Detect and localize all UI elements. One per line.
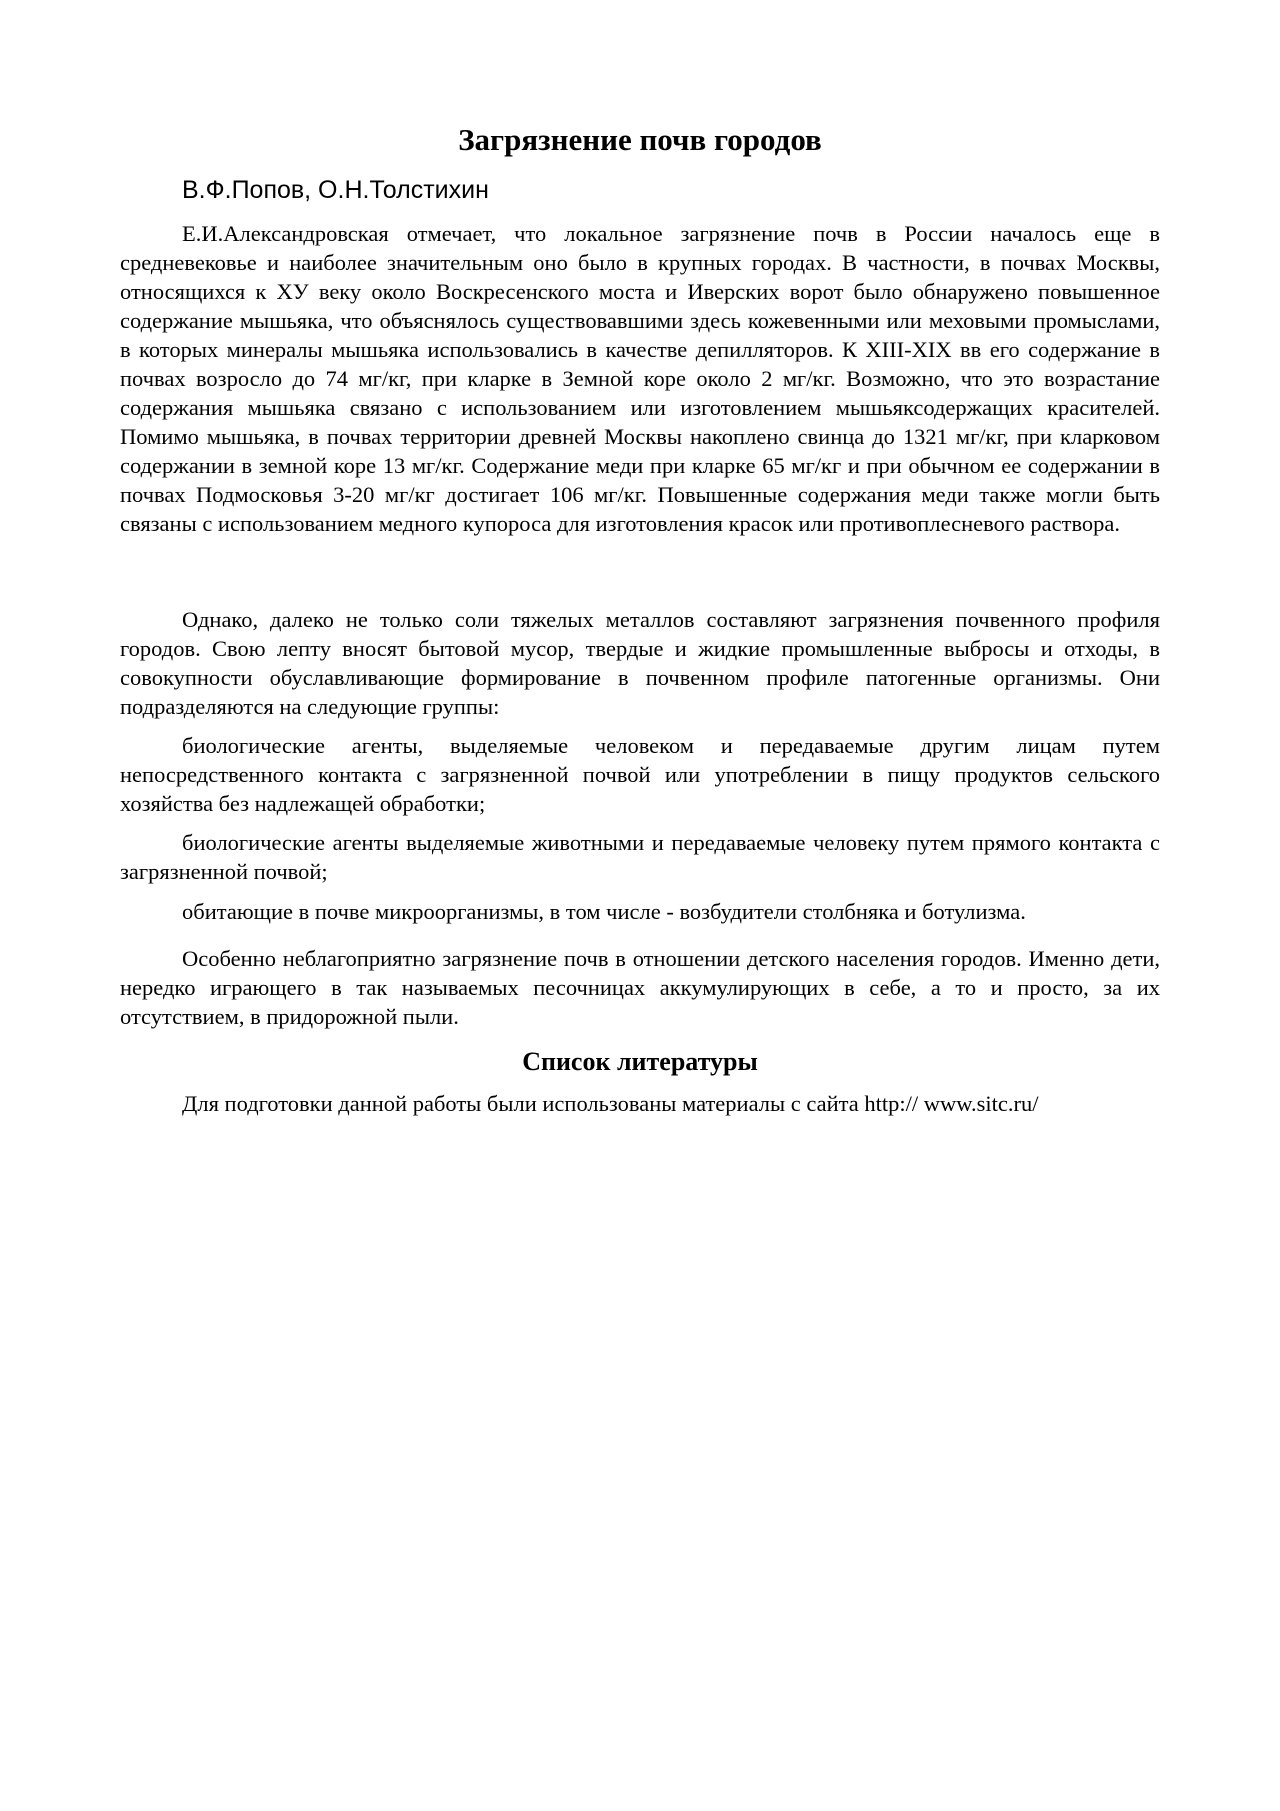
references-text: Для подготовки данной работы были использованы материалы с сайта http:// www.sitc.ru/ xyxy=(182,1091,1039,1116)
references-heading: Список литературы xyxy=(522,1047,758,1076)
document-authors: В.Ф.Попов, О.Н.Толстихин xyxy=(182,176,489,204)
list-item-soil-microorganisms: обитающие в почве микроорганизмы, в том числе - возбудители столбняка и ботулизма. xyxy=(182,899,1026,924)
paragraph-arsenic-history: Е.И.Александровская отмечает, что локальное загрязнение почв в России началось еще в средневековье и наиболее значительным оно было в крупных городах. В частности, в почвах Москвы, относящихся к ХУ веку около Воскресенского моста и Иверских ворот было обнаружено повышенное содержание мышьяка, что объяснялось существовавшими здесь кожевенными или меховыми промыслами, в которых минералы мышьяка использовались в качестве депилляторов. К XIII-XIX вв его содержание в почвах возросло до 74 мг/кг, при кларке в Земной коре около 2 мг/кг. Возможно, что это возрастание содержания мышьяка связано с использованием или изготовлением мышьяксодержащих красителей. Помимо мышьяка, в почвах территории древней Москвы накоплено свинца до 1321 мг/кг, при кларковом содержании в земной коре 13 мг/кг. Содержание меди при кларке 65 мг/кг и при обычном ее содержании в почвах Подмосковья 3-20 мг/кг достигает 106 мг/кг. Повышенные содержания меди также могли быть связаны с использованием медного купороса для изготовления красок или противоплесневого раствора. xyxy=(120,221,1160,536)
document-title: Загрязнение почв городов xyxy=(458,122,822,157)
paragraph-children-exposure: Особенно неблагоприятно загрязнение почв в отношении детского населения городов. Именно дети, нередко играющего в так называемых песочницах аккумулирующих в себе, а то и просто, за их отсутствием, в придорожной пыли. xyxy=(120,946,1160,1029)
list-item-human-agents: биологические агенты, выделяемые человеком и передаваемые другим лицам путем непосредственного контакта с загрязненной почвой или употреблении в пищу продуктов сельского хозяйства без надлежащей обработки; xyxy=(120,733,1160,816)
paragraph-pollution-sources: Однако, далеко не только соли тяжелых металлов составляют загрязнения почвенного профиля городов. Свою лепту вносят бытовой мусор, твердые и жидкие промышленные выбросы и отходы, в совокупности обуславливающие формирование в почвенном профиле патогенные организмы. Они подразделяются на следующие группы: xyxy=(120,607,1160,719)
list-item-animal-agents: биологические агенты выделяемые животными и передаваемые человеку путем прямого контакта с загрязненной почвой; xyxy=(120,830,1160,884)
